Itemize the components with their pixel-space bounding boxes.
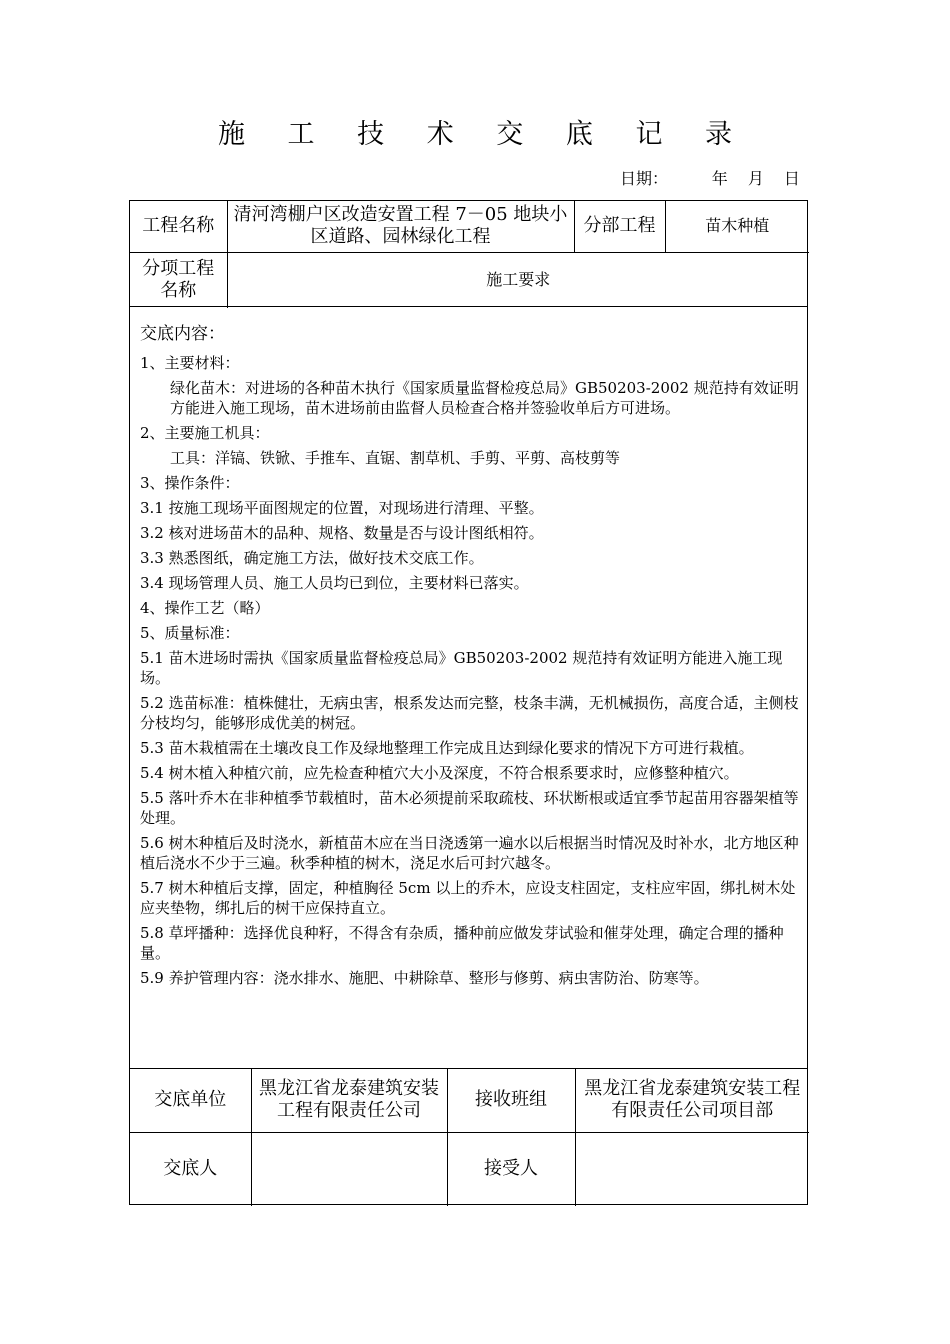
content-paragraph: 5.3 苗木栽植需在土壤改良工作及绿地整理工作完成且达到绿化要求的情况下方可进行栽植。 — [140, 739, 754, 757]
division-value: 苗木种植 — [665, 201, 809, 252]
date-month: 月 — [747, 169, 764, 188]
project-name-label: 工程名称 — [130, 201, 227, 252]
content-paragraph: 5、质量标准： — [140, 624, 240, 642]
subitem-label: 分项工程名称 — [130, 252, 227, 308]
issuer-unit-label: 交底单位 — [130, 1069, 251, 1132]
content-paragraph: 工具：洋镐、铁锨、手推车、直锯、割草机、手剪、平剪、高枝剪等 — [170, 449, 621, 467]
issuer-person-label: 交底人 — [130, 1132, 251, 1206]
date-year: 年 — [711, 169, 728, 188]
content-section — [129, 306, 808, 1069]
content-paragraph: 3.4 现场管理人员、施工人员均已到位，主要材料已落实。 — [140, 574, 529, 592]
subitem-value: 施工要求 — [227, 252, 809, 308]
date-row — [620, 166, 810, 189]
receiver-team-label: 接收班组 — [447, 1069, 575, 1132]
receiver-team-value: 黑龙江省龙泰建筑安装工程有限责任公司项目部 — [575, 1069, 809, 1132]
division-label: 分部工程 — [574, 201, 665, 252]
content-paragraph: 5.8 草坪播种：选择优良种籽，不得含有杂质，播种前应做发芽试验和催芽处理，确定合理的播种量。 — [140, 924, 784, 962]
receiver-person-label: 接受人 — [447, 1132, 575, 1206]
content-paragraph: 5.7 树木种植后支撑，固定，种植胸径 5cm 以上的乔木，应设支柱固定，支柱应牢固，绑扎树木处应夹垫物，绑扎后的树干应保持直立。 — [140, 879, 796, 917]
content-paragraph: 3.3 熟悉图纸，确定施工方法，做好技术交底工作。 — [140, 549, 484, 567]
content-paragraph: 5.4 树木植入种植穴前，应先检查种植穴大小及深度，不符合根系要求时，应修整种植穴。 — [140, 764, 739, 782]
signoff-table — [129, 1068, 808, 1205]
date-day: 日 — [783, 169, 800, 188]
content-heading: 交底内容： — [140, 324, 225, 344]
content-paragraph: 5.6 树木种植后及时浇水，新植苗木应在当日浇透第一遍水以后根据当时情况及时补水，北方地区种植后浇水不少于三遍。秋季种植的树木，浇足水后可封穴越冬。 — [140, 834, 799, 872]
header-table — [129, 200, 808, 307]
content-paragraphs — [140, 353, 799, 988]
document-title: 施 工 技 术 交 底 记 录 — [217, 119, 750, 150]
issuer-person-value — [251, 1132, 447, 1206]
issuer-unit-value: 黑龙江省龙泰建筑安装工程有限责任公司 — [251, 1069, 447, 1132]
date-label: 日期： — [620, 169, 669, 188]
content-paragraph: 5.5 落叶乔木在非种植季节载植时，苗木必须提前采取疏枝、环状断根或适宜季节起苗用容器架植等处理。 — [140, 789, 799, 827]
content-paragraph: 3.2 核对进场苗木的品种、规格、数量是否与设计图纸相符。 — [140, 524, 544, 542]
content-paragraph: 5.9 养护管理内容：浇水排水、施肥、中耕除草、整形与修剪、病虫害防治、防寒等。 — [140, 969, 709, 987]
content-paragraph: 1、主要材料： — [140, 354, 240, 372]
content-paragraph: 5.2 选苗标准：植株健壮，无病虫害，根系发达而完整，枝条丰满，无机械损伤，高度合适，主侧枝分枝均匀，能够形成优美的树冠。 — [140, 694, 799, 732]
receiver-person-value — [575, 1132, 809, 1206]
content-paragraph: 3.1 按施工现场平面图规定的位置，对现场进行清理、平整。 — [140, 499, 544, 517]
content-paragraph: 4、操作工艺（略） — [140, 599, 270, 617]
content-paragraph: 绿化苗木：对进场的各种苗木执行《国家质量监督检疫总局》GB50203-2002 规范持有效证明方能进入施工现场，苗木进场前由监督人员检查合格并签验收单后方可进场。 — [170, 379, 799, 417]
content-paragraph: 2、主要施工机具： — [140, 424, 270, 442]
content-paragraph: 5.1 苗木进场时需执《国家质量监督检疫总局》GB50203-2002 规范持有效证明方能进入施工现场。 — [140, 649, 783, 687]
project-name-value: 清河湾棚户区改造安置工程 7－05 地块小区道路、园林绿化工程 — [227, 201, 574, 252]
content-paragraph: 3、操作条件： — [140, 474, 240, 492]
